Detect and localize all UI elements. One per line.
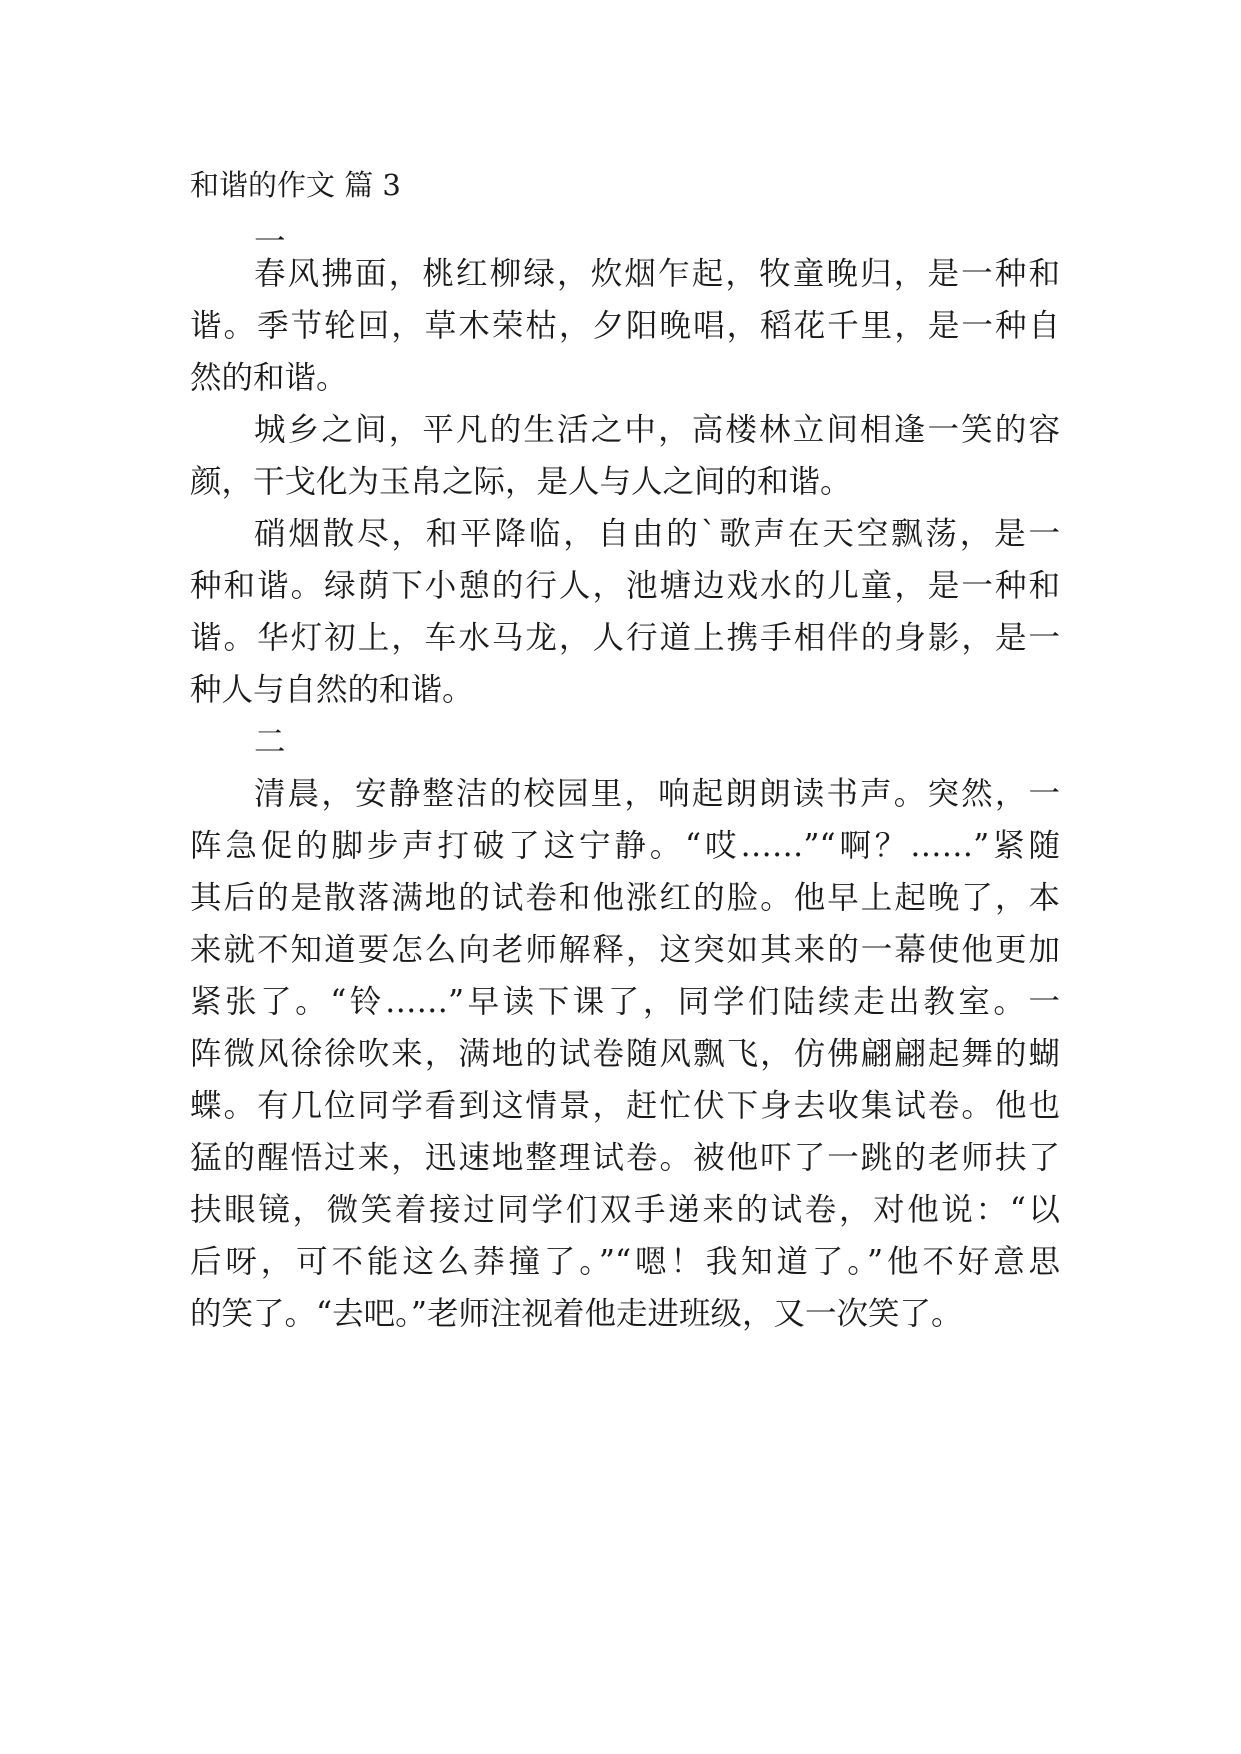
- paragraph-line: 的笑了。“去吧。”老师注视着他走进班级，又一次笑了。: [190, 1296, 963, 1332]
- paragraph-line: 春风拂面，桃红柳绿，炊烟乍起，牧童晚归，是一种和: [254, 256, 1060, 292]
- paragraph-line: 硝烟散尽，和平降临，自由的`歌声在天空飘荡，是一: [254, 516, 1060, 552]
- paragraph-line: 紧张了。“铃……”早读下课了，同学们陆续走出教室。一: [190, 984, 1060, 1020]
- paragraph-line: 猛的醒悟过来，迅速地整理试卷。被他吓了一跳的老师扶了: [190, 1140, 1060, 1176]
- paragraph-line: 谐。季节轮回，草木荣枯，夕阳晚唱，稻花千里，是一种自: [190, 308, 1060, 344]
- paragraph-line: 城乡之间，平凡的生活之中，高楼林立间相逢一笑的容: [254, 412, 1060, 448]
- paragraph-line: 蝶。有几位同学看到这情景，赶忙伏下身去收集试卷。他也: [190, 1088, 1060, 1124]
- paragraph-line: 谐。华灯初上，车水马龙，人行道上携手相伴的身影，是一: [190, 620, 1060, 656]
- paragraph-line: 扶眼镜，微笑着接过同学们双手递来的试卷，对他说：“以: [190, 1192, 1060, 1228]
- section-marker-one: 一: [254, 224, 286, 260]
- paragraph-line: 其后的是散落满地的试卷和他涨红的脸。他早上起晚了，本: [190, 880, 1060, 916]
- paragraph-line: 后呀，可不能这么莽撞了。”“嗯！我知道了。”他不好意思: [190, 1244, 1060, 1280]
- paragraph-line: 颜，干戈化为玉帛之际，是人与人之间的和谐。: [190, 464, 852, 500]
- section-marker-two: 二: [254, 724, 286, 760]
- paragraph-line: 清晨，安静整洁的校园里，响起朗朗读书声。突然，一: [254, 776, 1060, 812]
- paragraph-line: 种人与自然的和谐。: [190, 672, 474, 708]
- essay-title: 和谐的作文 篇 3: [190, 168, 401, 202]
- paragraph-line: 来就不知道要怎么向老师解释，这突如其来的一幕使他更加: [190, 932, 1060, 968]
- paragraph-line: 阵微风徐徐吹来，满地的试卷随风飘飞，仿佛翩翩起舞的蝴: [190, 1036, 1060, 1072]
- paragraph-line: 阵急促的脚步声打破了这宁静。“哎……”“啊？……”紧随: [190, 828, 1060, 864]
- paragraph-line: 然的和谐。: [190, 360, 348, 396]
- paragraph-line: 种和谐。绿荫下小憩的行人，池塘边戏水的儿童，是一种和: [190, 568, 1060, 604]
